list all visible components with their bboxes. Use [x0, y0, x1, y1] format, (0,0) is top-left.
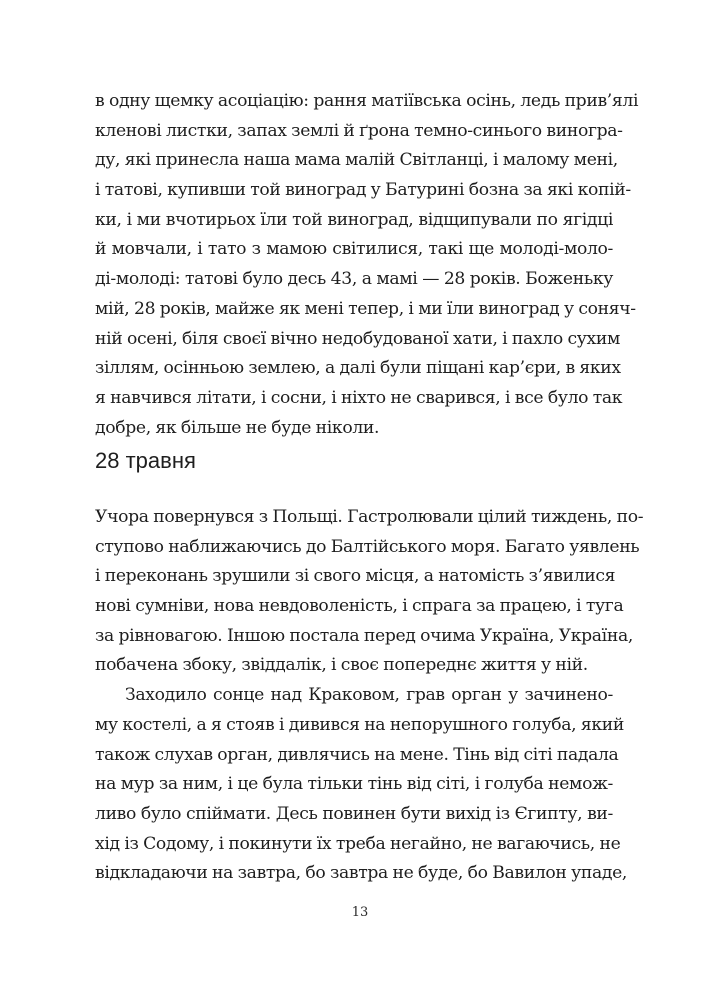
- text-line: мій, 28 років, майже як мені тепер, і ми їли виноград у соняч-: [95, 298, 636, 319]
- text-line: я навчився літати, і сосни, і ніхто не сварився, і все було так: [95, 387, 623, 408]
- text-line: побачена збоку, звіддалік, і своє попереднє життя у ній.: [95, 655, 588, 676]
- text-line: і татові, купивши той виноград у Батурині бозна за які копій-: [95, 180, 631, 201]
- text-line: нові сумніви, нова невдоволеність, і спрага за працею, і туга: [95, 596, 624, 617]
- continued-paragraph: [95, 87, 639, 443]
- text-line: зіллям, осінньою землею, а далі були піщані кар’єри, в яких: [95, 358, 621, 379]
- text-line: ступово наближаючись до Балтійського моря. Багато уявлень: [95, 536, 640, 557]
- text-line: хід із Содому, і покинути їх треба негайно, не вагаючись, не: [95, 833, 621, 854]
- text-line: ді-молоді: татові було десь 43, а мамі — 28 років. Боженьку: [95, 269, 613, 290]
- text-line: кленові листки, запах землі й ґрона темно-синього виногра-: [95, 120, 623, 141]
- text-line: Заходило сонце над Краковом, грав орган у зачинено-: [125, 685, 613, 706]
- text-line: ду, які принесла наша мама малій Світланці, і малому мені,: [95, 150, 618, 171]
- text-line: ній осені, біля своєї вічно недобудованої хати, і пахло сухим: [95, 328, 620, 349]
- text-line: за рівновагою. Іншою постала перед очима Україна, Україна,: [95, 625, 633, 646]
- text-line: і переконань зрушили зі свого місця, а натомість з’явилися: [95, 566, 616, 587]
- page-number: 13: [351, 905, 369, 920]
- entry-date-heading: 28 травня: [95, 448, 196, 473]
- text-line: му костелі, а я стояв і дивився на непорушного голуба, який: [95, 714, 624, 735]
- entry-body: [95, 503, 644, 889]
- entry-paragraph-1: [95, 503, 644, 681]
- text-line: ки, і ми вчотирьох їли той виноград, відщипували по ягідці: [95, 209, 613, 230]
- text-line: в одну щемку асоціацію: рання матіївська осінь, ледь прив’ялі: [95, 91, 639, 111]
- text-line: добре, як більше не буде ніколи.: [95, 417, 380, 438]
- entry-paragraph-2: [95, 681, 628, 889]
- text-line: відкладаючи на завтра, бо завтра не буде, бо Вавилон упаде,: [95, 863, 628, 884]
- text-line: й мовчали, і тато з мамою світилися, такі ще молоді-моло-: [95, 239, 613, 260]
- text-line: ливо було спіймати. Десь повинен бути вихід із Єгипту, ви-: [95, 803, 613, 824]
- text-line: Учора повернувся з Польщі. Гастролювали цілий тиждень, по-: [95, 507, 644, 527]
- text-line: також слухав орган, дивлячись на мене. Тінь від сіті падала: [95, 744, 619, 765]
- text-line: на мур за ним, і це була тільки тінь від сіті, і голуба немож-: [95, 774, 613, 795]
